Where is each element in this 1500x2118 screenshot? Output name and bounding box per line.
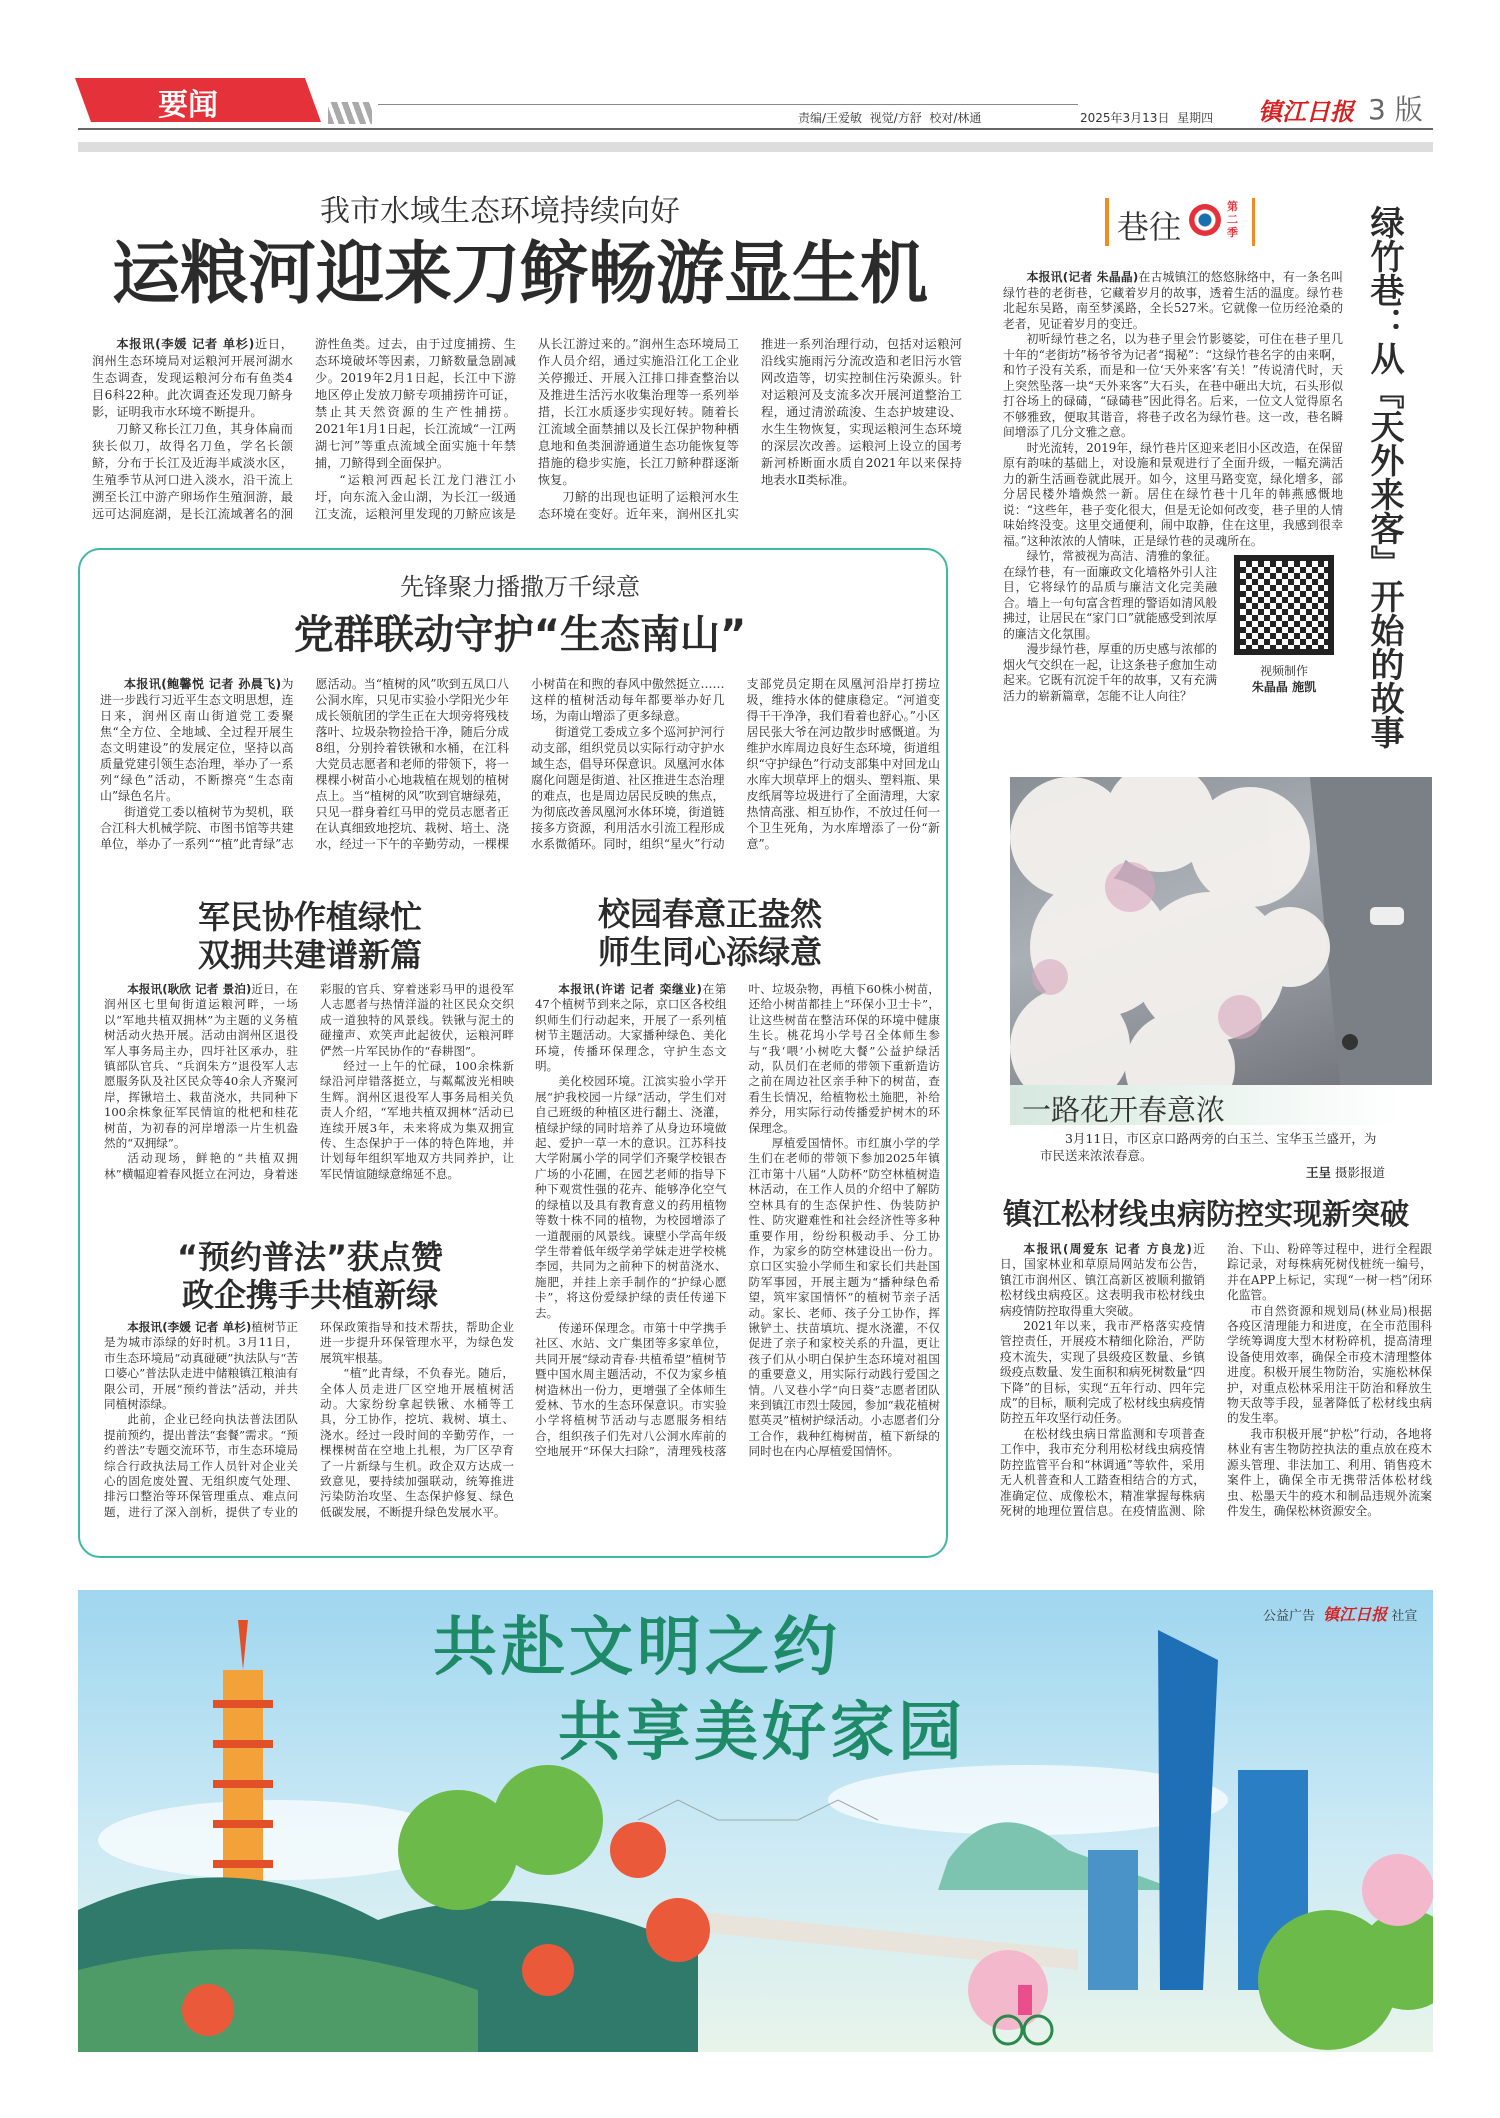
lane-article: 本报讯(记者 朱晶晶)在古城镇江的悠悠脉络中，有一条名叫绿竹巷的老街巷，它藏着岁月的故事，透着生活的温度。绿竹巷北起东吴路，南至梦溪路，全长527米。它就像一位历经沧桑的老者，见证着岁月的变迁。 初听绿竹巷之名，以为巷子里会竹影婆娑，可住在巷子里几十年的“老街坊”杨爷爷为记者“揭秘”：“这绿竹巷名字的由来啊，和竹子没有关系，而是和一位‘天外来客’有关！”传说清代时，天上突然坠落一块“天外来客”大石头，在巷中砸出大坑，石头形似打谷场上的碌碡，“碌碡巷”因此得名。后来，一位文人觉得原名不够雅致，便取其谐音，将巷子改名为绿竹巷。这一改，巷名瞬间增添了几分文雅之意。 时光流转，2019年，绿竹巷片区迎来老旧小区改造，在保留原有韵味的基础上，对设施和景观进行了全面升级，一幅充满活力的新生活画卷就此展开。如今，这里马路变宽，绿化增多，部分居民楼外墙焕然一新。居住在绿竹巷十几年的韩燕感慨地说：“这些年，巷子变化很大，但是无论如何改变，巷子里的人情味始终没变。这里交通便利，闹中取静，住在这里，我感到很幸福。”这种浓浓的人情味，正是绿竹巷的灵魂所在。 视频制作 朱晶晶 施凯 绿竹，常被视为高洁、清雅的象征。在绿竹巷，有一面廉政文化墙格外引人注目，它将绿竹的品质与廉洁文化完美融合。墙上一句句富含哲理的警语如清风般拂过，让居民在“家门口”就能感受到浓厚的廉洁文化氛围。 漫步绿竹巷，厚重的历史感与浓郁的烟火气交织在一起，让这条巷子愈加生动起来。它既有沉淀千年的故事，又有充满活力的崭新篇章，怎能不让人向往？ bbox=[1003, 270, 1343, 703]
qr-code[interactable] bbox=[1234, 555, 1334, 655]
cyclist bbox=[1018, 1985, 1032, 2015]
ad-slogan-1: 共赴文明之约 bbox=[433, 1611, 841, 1685]
pine-headline: 镇江松材线虫病防控实现新突破 bbox=[1003, 1197, 1410, 1231]
season-label: 第二季 bbox=[1227, 200, 1238, 239]
eye-icon bbox=[1189, 204, 1221, 236]
date: 2025年3月13日 星期四 bbox=[1080, 111, 1214, 125]
magnolia-illustration bbox=[1010, 777, 1432, 1085]
newspaper-logo: 镇江日报 bbox=[1258, 97, 1354, 126]
gray-band bbox=[78, 142, 1433, 152]
law-headline: “预约普法”获点赞 政企携手共植新绿 bbox=[176, 1238, 444, 1314]
photo-title: 一路花开春意浓 bbox=[1022, 1093, 1226, 1127]
bottom-rule bbox=[78, 128, 1433, 130]
nanshan-headline: 党群联动守护“生态南山” bbox=[293, 612, 747, 658]
public-service-ad bbox=[78, 1590, 1433, 2052]
army-headline: 军民协作植绿忙 双拥共建谱新篇 bbox=[197, 898, 422, 974]
lane-headline: 绿竹巷：从『天外来客』开始的故事 bbox=[1364, 205, 1404, 749]
lead-article: 本报讯(李媛 记者 单杉)近日，润州生态环境局对运粮河开展河湖水生态调查，发现运粮河分布有鱼类4目6科22种。此次调查还发现刀鲚身影，证明我市水环境不断提升。 刀鲚又称长江刀鱼，其身体扁而狭长似刀，故得名刀鱼，学名长颌鲚，分布于长江及近海半咸淡水区，生殖季节从河口进入淡水，沿干流上溯至长江中游产卵场作生殖洄游，最远可达洞庭湖，是长江流域著名的洄游性鱼类。过去，由于过度捕捞、生态环境破坏等因素，刀鲚数量急剧减少。2019年2月1日起，长江中下游地区停止发放刀鲚专项捕捞许可证，禁止其天然资源的生产性捕捞。2021年1月1日起，长江流域“一江两湖七河”等重点流域全面实施十年禁捕，刀鲚得到全面保护。 “运粮河西起长江龙门港江小圩，向东流入金山湖，为长江一级通江支流，运粮河里发现的刀鲚应该是从长江游过来的。”润州生态环境局工作人员介绍，通过实施沿江化工企业关停搬迁、开展入江排口排查整治以及推进生活污水收集治理等一系列举措，长江水质逐步实现好转。随着长江流域全面禁捕以及长江保护物种栖息地和鱼类洄游通道生态功能恢复等措施的稳步实施，长江刀鲚种群逐渐恢复。 刀鲚的出现也证明了运粮河水生态环境在变好。近年来，润州区扎实推进一系列治理行动，包括对运粮河沿线实施雨污分流改造和老旧污水管网改造等，切实控制住污染源头。针对运粮河及支流多次开展河道整治工程，通过清淤疏浚、生态护坡建设、水生生物恢复，实现运粮河生态环境的深层次改善。运粮河上设立的国考新河桥断面水质自2021年以来保持地表水Ⅱ类标准。 bbox=[92, 337, 962, 521]
qr-block bbox=[1225, 555, 1343, 695]
skyscraper bbox=[1158, 1630, 1218, 1990]
nanshan-kicker: 先锋聚力播撒万千绿意 bbox=[400, 573, 640, 601]
ad-label: 公益广告 镇江日报 社宣 bbox=[1263, 1605, 1418, 1624]
lead-headline: 运粮河迎来刀鲚畅游显生机 bbox=[111, 235, 928, 314]
masthead bbox=[78, 78, 1433, 158]
army-article: 本报讯(耿欣 记者 景泊)近日，在润州区七里甸街道运粮河畔，一场以“军地共植双拥林”为主题的义务植树活动火热开展。活动由润州区退役军人事务局主办，四圩社区承办，驻镇部队官兵、“兵润朱方”退役军人志愿服务队及社区民众等40余人齐聚河岸，挥锹培土、栽苗浇水，共同种下100余株象征军民情谊的枇杷和桂花树苗，为初春的河岸增添一片生机盎然的“双拥绿”。 活动现场，鲜艳的“共植双拥林”横幅迎着春风挺立在河边，身着迷彩服的官兵、穿着迷彩马甲的退役军人志愿者与热情洋溢的社区民众交织成一道独特的风景线。铁锹与泥土的碰撞声、欢笑声此起彼伏，运粮河畔俨然一片军民协作的“春耕图”。 经过一上午的忙碌，100余株新绿沿河岸错落挺立，与粼粼波光相映生辉。润州区退役军人事务局相关负责人介绍，“军地共植双拥林”活动已连续开展3年，未来将成为集双拥宣传、生态保护于一体的特色阵地，并计划每年组织军地双方共同养护，让军民情谊随绿意绵延不息。 bbox=[104, 982, 514, 1181]
editors: 责编/王爱敏 视觉/方舒 校对/林通 bbox=[798, 111, 982, 125]
photo-credit-name: 王呈 bbox=[1305, 1165, 1331, 1180]
school-article: 本报讯(许诺 记者 栾继业)在第47个植树节到来之际，京口区各校组织师生们行动起来，开展了一系列植树节主题活动。大家播种绿色、美化环境，传播环保理念，守护生态文明。 美化校园环境。江滨实验小学开展“护我校园一片绿”活动，学生们对自己班级的种植区进行翻土、浇灌，植绿护绿的同时培养了从身边环境做起、爱护一草一木的意识。江苏科技大学附属小学的同学们齐聚学校银杏广场的小花圃，在园艺老师的指导下种下观赏性强的花卉、能够净化空气的绿植以及具有教育意义的药用植物等数十株不同的植物，为校园增添了一道靓丽的风景线。谏壁小学高年级学生带着低年级学弟学妹走进学校桃李园，共同为之前种下的树苗浇水、施肥，并挂上亲手制作的“护绿心愿卡”，将这份爱绿护绿的责任传递下去。 传递环保理念。市第十中学携手社区、水站、文广集团等多家单位，共同开展“绿动青春·共植希望”植树节暨中国水周主题活动，不仅为家乡植树造林出一份力，更增强了全体师生爱林、节水的生态环保意识。市实验小学将植树节活动与志愿服务相结合，组织孩子们先对八公洞水库前的空地展开“环保大扫除”，清理残枝落叶、垃圾杂物，再植下60株小树苗，还给小树苗都挂上“环保小卫士卡”，让这些树苗在整洁环保的环境中健康生长。桃花坞小学号召全体师生参与“我‘喂’小树吃大餐”公益护绿活动，队员们在老师的带领下重新造访之前在周边社区亲手种下的树苗，查看生长情况，给植物松土施肥，补给养分，用实际行动传播爱护树木的环保理念。 厚植爱国情怀。市红旗小学的学生们在老师的带领下参加2025年镇江市第十八届“人防杯”防空林植树造林活动，在工作人员的介绍中了解防空林具有的生态保护性、伪装防护性、防灾避难性和社会经济性等多种重要作用，纷纷积极动手、分工协作，为家乡的防空林建设出一份力。京口区实验小学师生和家长们共赴国防军事园，开展主题为“播种绿色希望，筑牢家国情怀”的植树节亲子活动。家长、老师、孩子分工协作，挥锹铲土、扶苗填坑、提水浇灌，不仅促进了亲子和家校关系的升温，更让孩子们从小明白保护生态环境对祖国的重要意义，用实际行动践行爱国之情。八叉巷小学“向日葵”志愿者团队来到镇江市烈士陵园，参加“栽花植树慰英灵”植树护绿活动。小志愿者们分工合作，栽种红梅树苗，植下新绿的同时也在内心厚植爱国情怀。 bbox=[535, 982, 940, 1459]
lead-kicker: 我市水域生态环境持续向好 bbox=[320, 194, 680, 229]
page-number: 3 版 bbox=[1368, 93, 1423, 126]
photo-credit-note: 摄影报道 bbox=[1334, 1165, 1385, 1180]
magnolia-photo bbox=[1010, 777, 1432, 1085]
pine-article: 本报讯(周爱东 记者 方良龙)近日，国家林业和草原局网站发布公告，镇江市润州区、镇江高新区被顺利撤销松材线虫病疫区。这表明我市松材线虫病疫情防控取得重大突破。 2021年以来，我市严格落实疫情管控责任，开展疫木精细化除治，严防疫木流失，实现了县级疫区数量、乡镇级疫点数量、发生面积和病死树数量“四下降”的目标，实现“五年行动、四年完成”的目标，顺利完成了松材线虫病疫情防控五年攻坚行动任务。 在松材线虫病日常监测和专项普查工作中，我市充分利用松材线虫病疫情防控监管平台和“林调通”等软件，采用无人机普查和人工踏查相结合的方式，准确定位、成像松木，精准掌握每株病死树的地理位置信息。在疫情监测、除治、下山、粉碎等过程中，进行全程跟踪记录，对每株病死树伐桩统一编号，并在APP上标记，实现“一树一档”闭环化监管。 市自然资源和规划局(林业局)根据各疫区清理能力和进度，在全市范围科学统筹调度大型木材粉碎机，提高清理设备使用效率，确保全市疫木清理整体进度。积极开展生物防治，实施松林保护，对重点松林采用注干防治和释放生物天敌等手段，显著降低了松材线虫病的发生率。 我市积极开展“护松”行动，各地将林业有害生物防控执法的重点放在疫木源头管理、非法加工、利用、销售疫木案件上，确保全市无携带活体松材线虫、松墨天牛的疫木和制品违规外流案件发生，确保松林资源安全。 bbox=[1000, 1242, 1432, 1518]
school-headline: 校园春意正盎然 师生同心添绿意 bbox=[597, 895, 822, 971]
nanshan-article: 本报讯(鲍馨悦 记者 孙晨飞)为进一步践行习近平生态文明思想，连日来，润州区南山街道党工委聚焦“全方位、全地域、全过程开展生态文明建设”的发展定位，坚持以高质量党建引领生态治理，举办了一系列“绿色”活动，不断擦亮“生态南山”绿色名片。 街道党工委以植树节为契机，联合江科大机械学院、市图书馆等共建单位，举办了一系列““植”此青绿”志愿活动。当“植树的风”吹到五凤口八公洞水库，只见市实验小学阳光少年成长领航团的学生正在大坝旁将残枝落叶、垃圾杂物捡拾干净，随后分成8组，分别拎着铁锹和水桶，在江科大党员志愿者和老师的带领下，将一棵棵小树苗小心地栽植在规划的植树点上。当“植树的风”吹到官塘绿苑，只见一群身着红马甲的党员志愿者正在认真细致地挖坑、栽树、培土、浇水，经过一下午的辛勤劳动，一棵棵小树苗在和煦的春风中傲然挺立……这样的植树活动每年都要举办好几场，为南山增添了更多绿意。 街道党工委成立多个巡河护河行动支部，组织党员以实际行动守护水域生态，倡导环保意识。凤凰河水体腐化问题是街道、社区推进生态治理的难点，也是周边居民反映的焦点，为彻底改善凤凰河水体环境，街道链接多方资源，利用活水引流工程形成水系微循环。同时，组织“星火”行动支部党员定期在凤凰河沿岸打捞垃圾，维持水体的健康稳定。“河道变得干干净净，我们看着也舒心。”小区居民张大爷在河边散步时感慨道。为维护水库周边良好生态环境，街道组织“守护绿色”行动支部集中对回龙山水库大坝草坪上的烟头、塑料瓶、果皮纸屑等垃圾进行了全面清理，大家热情高涨、相互协作，不放过任何一个卫生死角，为水库增添了一份“新意”。 bbox=[100, 677, 940, 851]
ad-sponsor-logo: 镇江日报 bbox=[1323, 1605, 1388, 1624]
photo-title-bar bbox=[1010, 1085, 1400, 1125]
gray-stripes bbox=[328, 102, 372, 124]
section-label: 要闻 bbox=[158, 88, 218, 123]
top-rule bbox=[378, 104, 1078, 105]
column-logo-text: 巷往 bbox=[1117, 208, 1182, 246]
video-credit: 朱晶晶 施凯 bbox=[1251, 680, 1317, 694]
law-article: 本报讯(李媛 记者 单杉)植树节正是为城市添绿的好时机。3月11日，市生态环境局“动真碰硬”执法队与“苦口婆心”普法队走进中储粮镇江粮油有限公司，开展“预约普法”活动，并共同植树添绿。 此前，企业已经向执法普法团队提前预约，提出普法“套餐”需求。“预约普法”专题交流环节，市生态环境局综合行政执法局工作人员针对企业关心的固危废处置、无组织废气处理、排污口整治等环保管理重点、难点问题，进行了深入剖析，提供了专业的环保政策指导和技术帮扶，帮助企业进一步提升环保管理水平，为绿色发展筑牢根基。 “植”此青绿，不负春光。随后，全体人员走进厂区空地开展植树活动。大家纷纷拿起铁锹、水桶等工具，分工协作，挖坑、栽树、填土、浇水。经过一段时间的辛勤劳作，一棵棵树苗在空地上扎根，为厂区孕育了一片新绿与生机。政企双方达成一致意见，要持续加强联动，统筹推进污染防治攻坚、生态保护修复、绿色低碳发展，不断提升绿色发展水平。 bbox=[104, 1320, 514, 1519]
photo-caption: 3月11日，市区京口路两旁的白玉兰、宝华玉兰盛开，为市民送来浓浓春意。 王呈 摄影报道 bbox=[1040, 1131, 1385, 1180]
ad-slogan-2: 共享美好家园 bbox=[558, 1696, 966, 1770]
video-label: 视频制作 bbox=[1259, 664, 1308, 678]
column-logo bbox=[1105, 198, 1255, 246]
